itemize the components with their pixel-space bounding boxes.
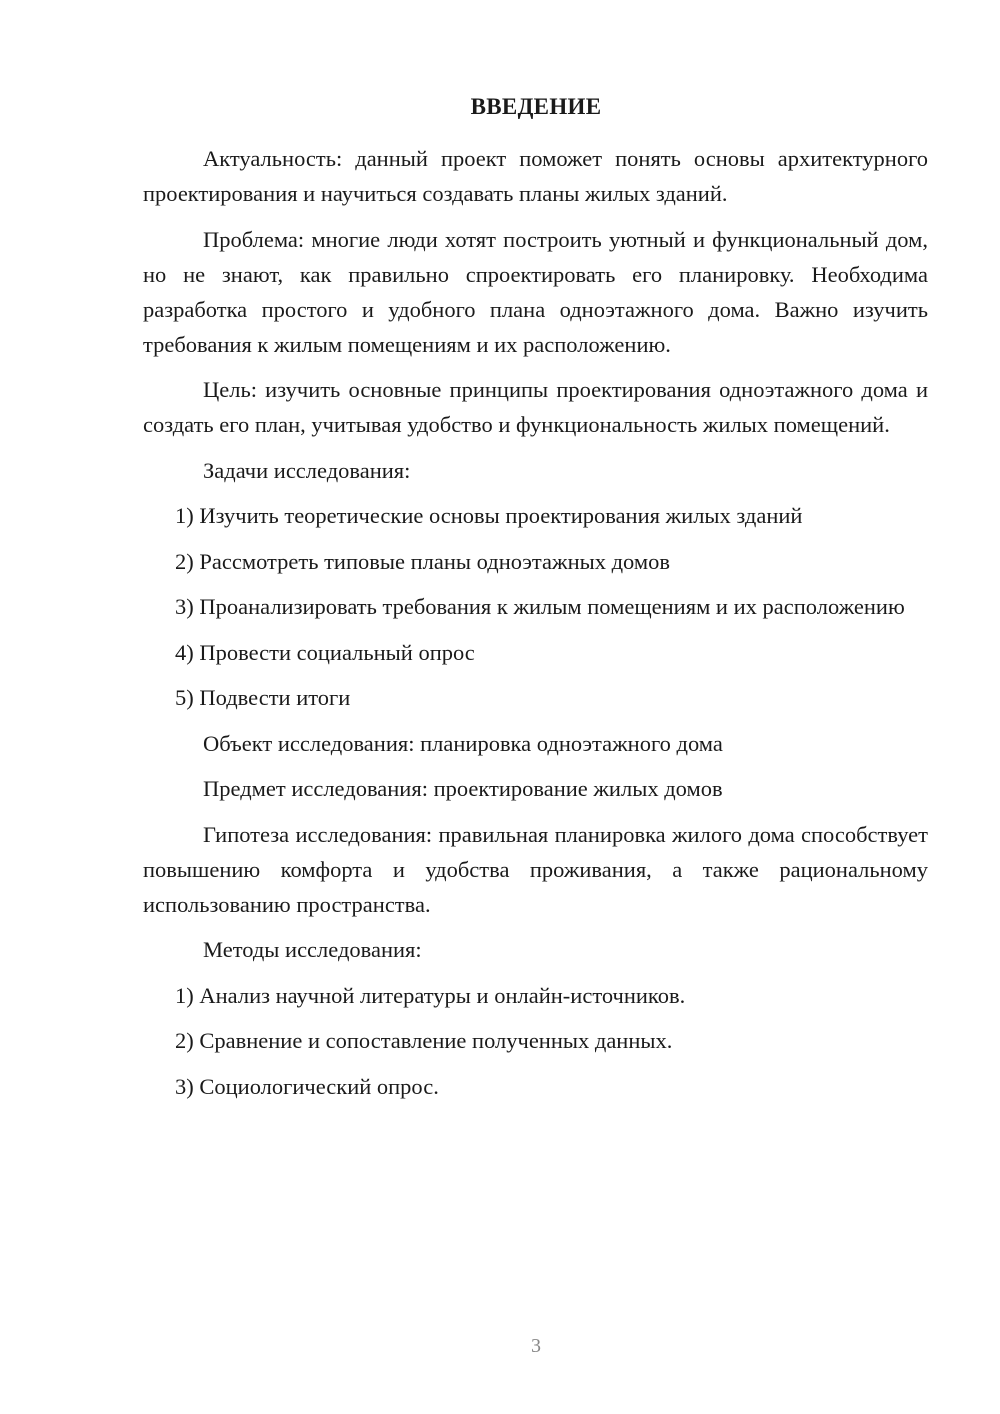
paragraph-methods-heading: Методы исследования: bbox=[203, 937, 422, 962]
task-item: 1) Изучить теоретические основы проектирования жилых зданий bbox=[175, 503, 803, 528]
task-item: 5) Подвести итоги bbox=[175, 685, 351, 710]
paragraph-goal: Цель: изучить основные принципы проектирования одноэтажного дома и создать его план, учитывая удобство и функциональность жилых помещений. bbox=[143, 377, 928, 437]
paragraph-hypothesis: Гипотеза исследования: правильная планировка жилого дома способствует повышению комфорта и удобства проживания, а также рациональному использованию пространства. bbox=[143, 821, 928, 917]
section-heading: ВВЕДЕНИЕ bbox=[470, 94, 602, 119]
paragraph-object: Объект исследования: планировка одноэтажного дома bbox=[203, 730, 723, 756]
task-item: 3) Проанализировать требования к жилым помещениям и их расположению bbox=[175, 594, 905, 619]
task-item: 4) Провести социальный опрос bbox=[175, 639, 475, 665]
task-item: 2) Рассмотреть типовые планы одноэтажных домов bbox=[175, 548, 670, 574]
method-item: 3) Социологический опрос. bbox=[175, 1073, 439, 1099]
method-item: 1) Анализ научной литературы и онлайн-источников. bbox=[175, 982, 686, 1008]
paragraph-problem: Проблема: многие люди хотят построить уютный и функциональный дом, но не знают, как правильно спроектировать его планировку. Необходима разработка простого и удобного плана одноэтажного дома. Важно изучить требования к жилым помещениям и их расположению. bbox=[143, 226, 928, 357]
paragraph-tasks-heading: Задачи исследования: bbox=[203, 457, 411, 483]
page-number: 3 bbox=[531, 1335, 541, 1357]
paragraph-relevance: Актуальность: данный проект поможет понять основы архитектурного проектирования и научиться создавать планы жилых зданий. bbox=[143, 146, 928, 206]
method-item: 2) Сравнение и сопоставление полученных данных. bbox=[175, 1028, 673, 1053]
paragraph-subject: Предмет исследования: проектирование жилых домов bbox=[203, 776, 723, 801]
document-body bbox=[143, 141, 928, 1114]
